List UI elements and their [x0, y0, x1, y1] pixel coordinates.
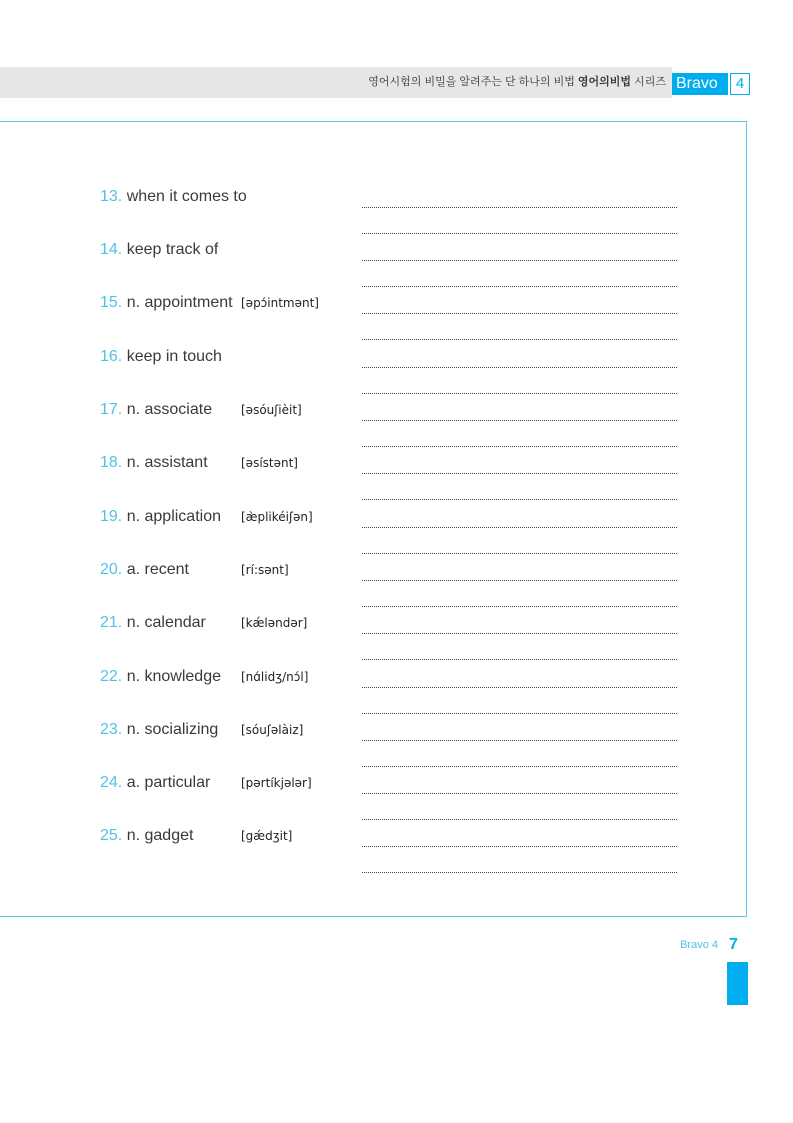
item-number: 21.: [100, 614, 123, 631]
vocab-term: [100, 293, 233, 313]
answer-line[interactable]: [362, 872, 677, 873]
answer-line[interactable]: [362, 499, 677, 500]
term-text: n. assistant: [126, 454, 208, 471]
term-text: keep in touch: [126, 348, 222, 365]
item-number: 19.: [100, 508, 123, 525]
pronunciation: [rí:sənt]: [241, 563, 289, 577]
brand-number: 4: [730, 73, 750, 95]
term-text: n. appointment: [126, 294, 233, 311]
tagline-bold: 영어의비법: [577, 76, 632, 88]
answer-line[interactable]: [362, 233, 677, 234]
term-text: n. calendar: [126, 614, 206, 631]
pronunciation: [æ̀plikéiʃən]: [241, 510, 313, 524]
answer-line[interactable]: [362, 339, 677, 340]
item-number: 24.: [100, 774, 123, 791]
term-text: a. recent: [126, 561, 189, 578]
vocab-term: [100, 507, 221, 527]
vocab-term: [100, 560, 189, 580]
item-number: 17.: [100, 401, 123, 418]
answer-line[interactable]: [362, 713, 677, 714]
item-number: 25.: [100, 827, 123, 844]
answer-line[interactable]: [362, 260, 677, 261]
item-number: 15.: [100, 294, 123, 311]
answer-line[interactable]: [362, 740, 677, 741]
vocab-term: [100, 240, 218, 260]
answer-line[interactable]: [362, 393, 677, 394]
term-text: keep track of: [126, 241, 219, 258]
item-number: 22.: [100, 668, 123, 685]
item-number: 16.: [100, 348, 123, 365]
vocab-term: [100, 720, 218, 740]
vocab-term: [100, 826, 193, 846]
item-number: 13.: [100, 188, 123, 205]
item-number: 18.: [100, 454, 123, 471]
vocab-term: [100, 773, 210, 793]
item-number: 23.: [100, 721, 123, 738]
answer-line[interactable]: [362, 207, 677, 208]
vocab-term: [100, 667, 221, 687]
answer-line[interactable]: [362, 819, 677, 820]
answer-line[interactable]: [362, 473, 677, 474]
term-text: when it comes to: [126, 188, 247, 205]
answer-line[interactable]: [362, 793, 677, 794]
pronunciation: [əsístənt]: [241, 456, 298, 470]
answer-line[interactable]: [362, 846, 677, 847]
vocab-term: [100, 400, 212, 420]
page-edge-tab: [727, 962, 748, 1005]
answer-line[interactable]: [362, 420, 677, 421]
brand-name: Bravo: [672, 73, 728, 95]
term-text: n. application: [126, 508, 221, 525]
answer-line[interactable]: [362, 687, 677, 688]
answer-line[interactable]: [362, 527, 677, 528]
pronunciation: [pərtíkjələr]: [241, 776, 312, 790]
vocab-term: [100, 347, 222, 367]
tagline-suffix: 시리즈: [634, 76, 666, 88]
answer-line[interactable]: [362, 606, 677, 607]
vocab-term: [100, 453, 208, 473]
item-number: 14.: [100, 241, 123, 258]
pronunciation: [əpɔ́intmənt]: [241, 296, 319, 310]
term-text: n. knowledge: [126, 668, 221, 685]
item-number: 20.: [100, 561, 123, 578]
answer-line[interactable]: [362, 766, 677, 767]
answer-line[interactable]: [362, 580, 677, 581]
term-text: n. gadget: [126, 827, 194, 844]
answer-line[interactable]: [362, 367, 677, 368]
term-text: a. particular: [126, 774, 211, 791]
answer-line[interactable]: [362, 659, 677, 660]
pronunciation: [gǽdʒit]: [241, 829, 293, 843]
answer-line[interactable]: [362, 553, 677, 554]
answer-line[interactable]: [362, 633, 677, 634]
answer-line[interactable]: [362, 313, 677, 314]
answer-line[interactable]: [362, 286, 677, 287]
answer-line[interactable]: [362, 446, 677, 447]
vocab-term: [100, 613, 206, 633]
page-number: 7: [729, 936, 738, 953]
pronunciation: [əsóuʃièit]: [241, 403, 302, 417]
term-text: n. associate: [126, 401, 213, 418]
pronunciation: [nɑ́lidʒ/nɔ́l]: [241, 670, 309, 684]
term-text: n. socializing: [126, 721, 219, 738]
vocab-item: [0, 827, 793, 890]
vocab-term: [100, 187, 247, 207]
pronunciation: [kǽləndər]: [241, 616, 308, 630]
footer-book-label: Bravo 4: [680, 939, 718, 951]
tagline-text: 영어시험의 비밀을 알려주는 단 하나의 비법: [368, 76, 575, 88]
pronunciation: [sóuʃəlàiz]: [241, 723, 304, 737]
